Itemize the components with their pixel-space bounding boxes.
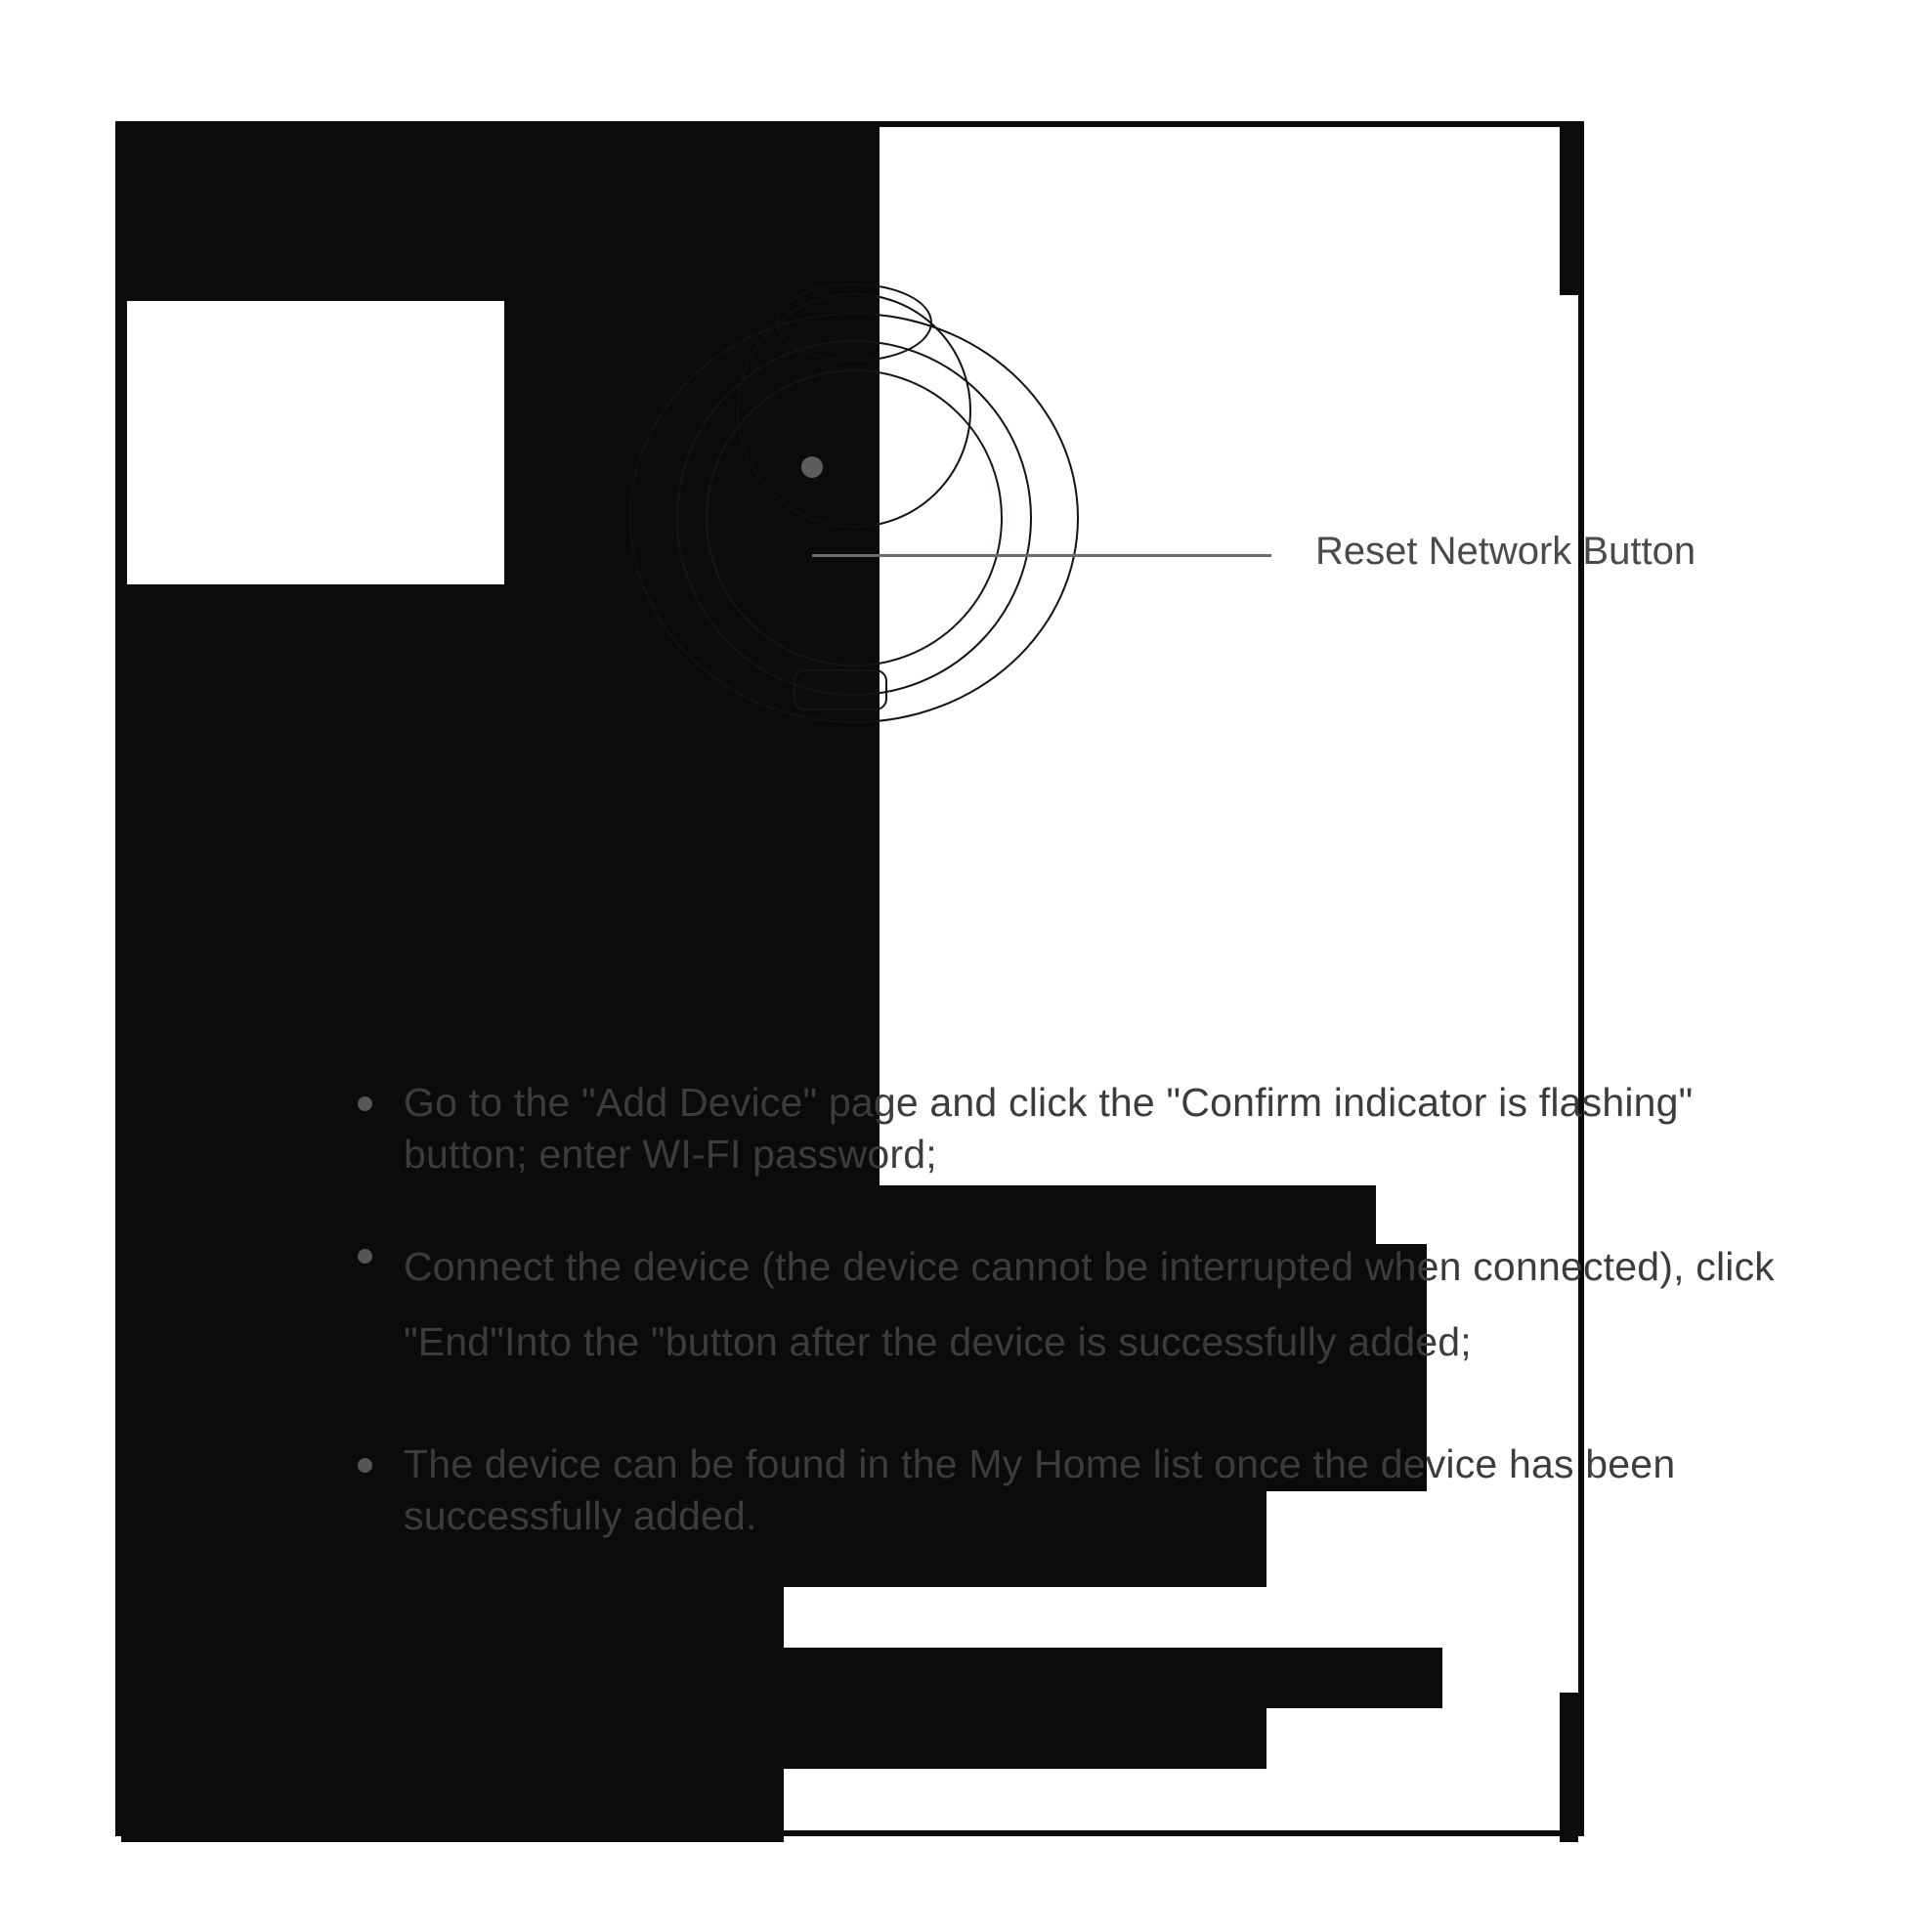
mask-block-text-band-5 [313,1648,1442,1708]
mask-block-right-edge-bottom [1560,1693,1578,1842]
mask-block-bottom-stub [313,1769,784,1842]
callout-label: Reset Network Button [1315,530,1696,573]
mask-block-left-upper [121,301,127,584]
list-item-text: Go to the "Add Device" page and click the "Confirm indicator is flashing" button; enter WI-FI password; [404,1080,1694,1177]
leader-line-icon [812,554,1271,557]
bullet-icon [358,1096,372,1111]
mask-block-text-band-4 [313,1587,784,1648]
list-item [348,1229,1784,1380]
mask-block-column-left [121,1185,313,1842]
bullet-icon [358,1249,372,1264]
device-sensor-arc [776,283,932,362]
device-illustration [629,283,1079,743]
document-page [115,121,1775,1836]
list-item [348,1438,1784,1542]
device-bumper [794,669,887,710]
reset-button-dot-icon[interactable] [801,456,823,478]
bullet-icon [358,1458,372,1473]
mask-block-top-left [121,127,880,301]
list-item [348,1077,1784,1181]
list-item-text: The device can be found in the My Home list once the device has been successfully added. [404,1441,1676,1538]
instruction-list [348,1077,1784,1591]
mask-block-right-edge-top [1560,127,1578,295]
list-item-text: Connect the device (the device cannot be interrupted when connected), click "End"Into the "button after the device is successfully added; [404,1244,1775,1364]
mask-block-text-band-6 [313,1708,1267,1769]
